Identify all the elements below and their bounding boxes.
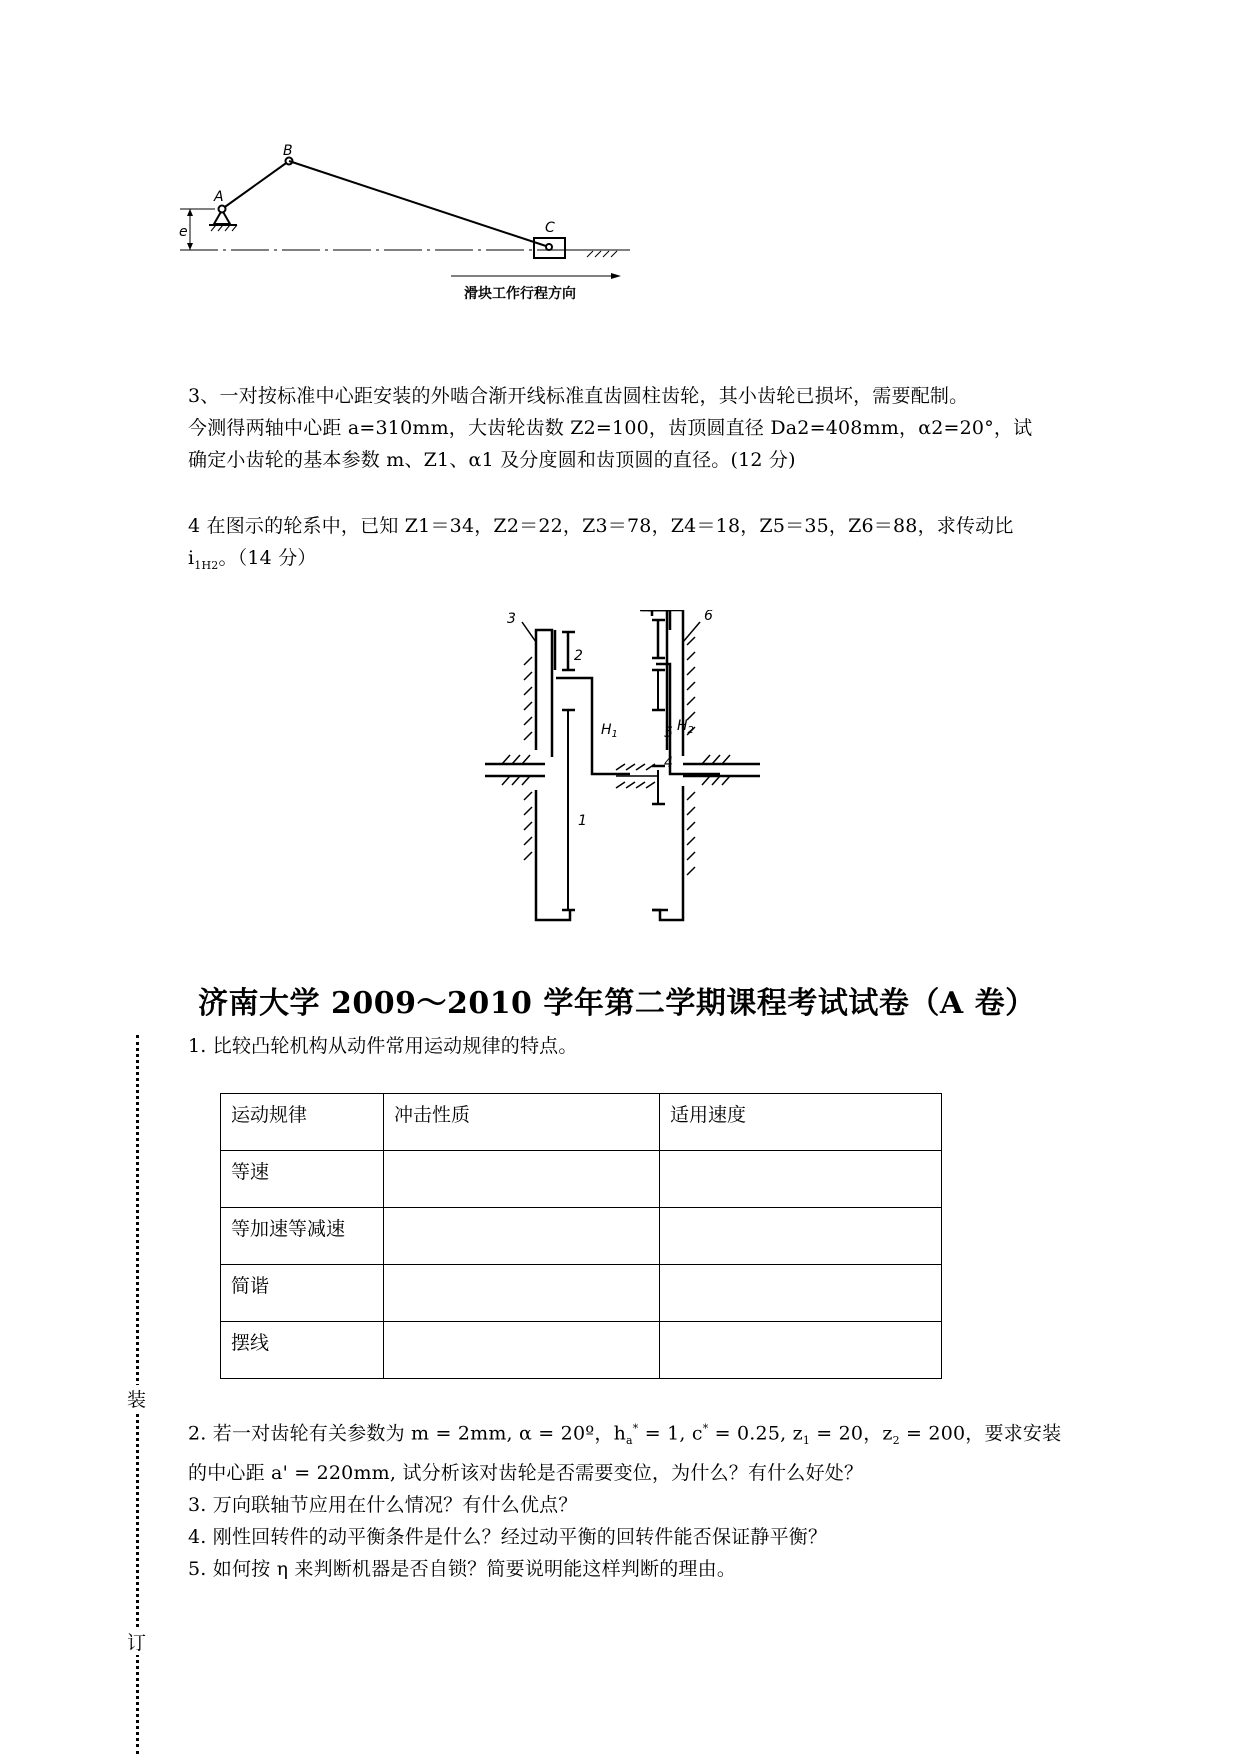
label-h1: $H_1$ [601,722,618,740]
problem-1-prompt: 1. 比较凸轮机构从动件常用运动规律的特点。 [188,1035,578,1057]
table-cell: 摆线 [221,1322,384,1379]
table-header-cell: 运动规律 [221,1094,384,1151]
table-row [221,1322,942,1379]
gear-train-figure [480,610,780,930]
label-gear-5: 5 [664,725,673,741]
q3-line3: 确定小齿轮的基本参数 m、Z1、α1 及分度圆和齿顶圆的直径。(12 分) [188,449,796,471]
table-cell [660,1208,942,1265]
label-gear-6: 6 [704,610,713,624]
label-c: C [545,220,555,236]
problem-2-line2: 的中心距 a' = 220mm, 试分析该对齿轮是否需要变位，为什么？有什么好处？ [188,1462,864,1485]
table-cell: 简谐 [221,1265,384,1322]
table-cell [660,1322,942,1379]
table-row [221,1265,942,1322]
problem-5: 5. 如何按 η 来判断机器是否自锁？简要说明能这样判断的理由。 [188,1558,737,1581]
binding-label-zhuang: 装 [127,1385,146,1412]
table-cell [384,1151,660,1208]
q3-line2: 今测得两轴中心距 a=310mm，大齿轮齿数 Z2=100，齿顶圆直径 Da2=408mm，α2=20°，试 [188,417,1033,439]
binding-label-ding: 订 [127,1628,146,1655]
problem-2-line1: 2. 若一对齿轮有关参数为 m = 2mm, α = 20º，$h_a^* = 1$, c* = 0.25, $z_1 = 20$，$z_2 = 200$，要求安装 [188,1422,1062,1448]
table-cell [660,1151,942,1208]
table-row [221,1151,942,1208]
table-cell [384,1208,660,1265]
q4-line2: $i_{1H2}$。（14 分） [188,547,317,572]
label-gear-2: 2 [574,648,583,664]
table-header-row [221,1094,942,1151]
q3-line1: 3、一对按标准中心距安装的外啮合渐开线标准直齿圆柱齿轮，其小齿轮已损坏，需要配制。 [188,385,969,407]
table-row [221,1208,942,1265]
label-b: B [283,143,293,159]
table-cell: 等速 [221,1151,384,1208]
question-4 [188,510,1088,582]
table-header-cell: 适用速度 [660,1094,942,1151]
table-cell [660,1265,942,1322]
problem-4: 4. 刚性回转件的动平衡条件是什么？经过动平衡的回转件能否保证静平衡？ [188,1526,828,1549]
table-header-cell: 冲击性质 [384,1094,660,1151]
table-cell [384,1265,660,1322]
question-3 [188,380,1088,476]
problems-2-5 [188,1413,1088,1585]
exam-title: 济南大学 2009～2010 学年第二学期课程考试试卷（A 卷） [198,986,1036,1021]
figure1-caption: 滑块工作行程方向 [464,286,576,302]
label-e: e [179,224,188,240]
table-cell [384,1322,660,1379]
label-h2: $H_2$ [677,718,694,736]
label-gear-3: 3 [507,611,516,627]
label-a: A [214,189,224,205]
q4-line1: 4 在图示的轮系中，已知 Z1＝34，Z2＝22，Z3＝78，Z4＝18，Z5＝35，Z6＝88，求传动比 [188,515,1014,537]
problem-3: 3. 万向联轴节应用在什么情况？有什么优点？ [188,1494,578,1517]
label-gear-1: 1 [578,813,587,829]
table-cell: 等加速等减速 [221,1208,384,1265]
motion-law-table [220,1093,942,1379]
label-gear-4: 4 [664,755,673,771]
slider-crank-figure [175,140,645,315]
